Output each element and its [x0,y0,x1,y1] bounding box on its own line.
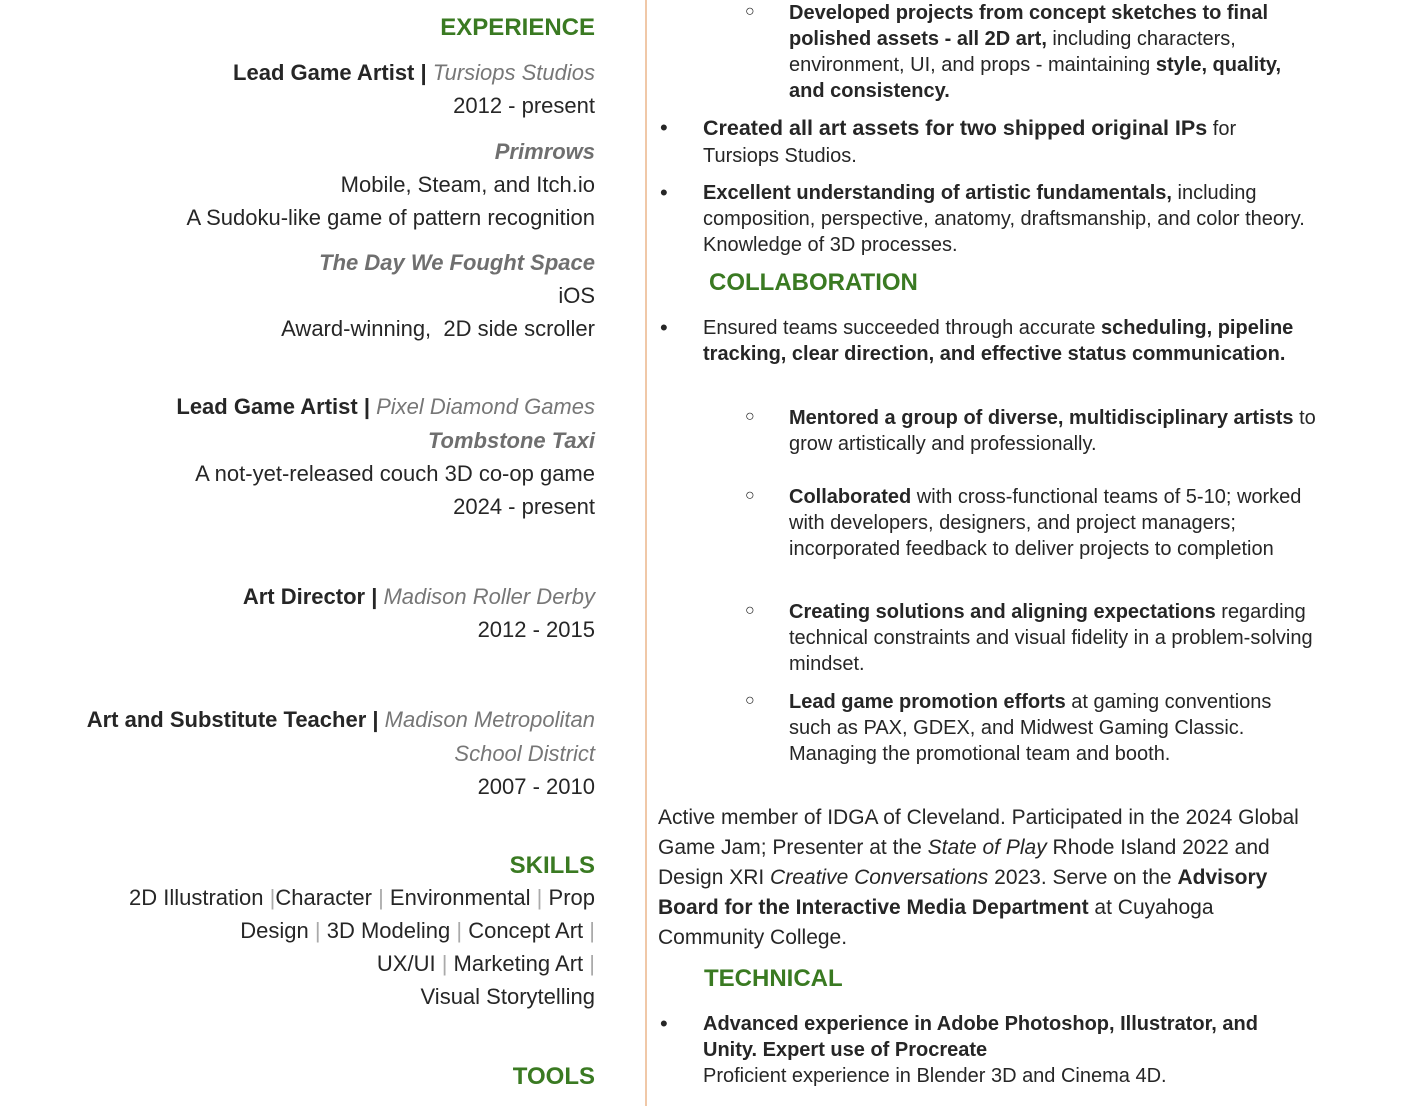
project-description: Award-winning, 2D side scroller [281,316,595,341]
text: at Cuyahoga Community College. [658,896,1214,949]
skill-item: Environmental [389,885,531,910]
skill-separator: | [378,885,384,910]
text: at gaming conventions such as PAX, GDEX, and Midwest Gaming Classic. Managing the promotional team and booth. [789,691,1272,765]
skills-line [129,885,595,911]
list-item [703,115,1317,169]
project-title: The Day We Fought Space [319,250,595,275]
text: 2023. Serve on the [988,866,1178,889]
list-item [789,0,1319,104]
job-title-line [176,394,595,420]
event-name: Creative Conversations [770,866,989,889]
event-name: State of Play [927,836,1047,859]
list-item [703,180,1317,258]
text: to grow artistically and professionally. [789,407,1316,455]
emphasis: Created all art assets for two shipped original IPs [703,116,1208,140]
job-company: Madison Roller Derby [383,584,595,609]
text: Rhode Island 2022 and Design XRI [658,836,1270,889]
emphasis: Advisory Board for the Interactive Media Department [658,866,1268,919]
emphasis: Advanced experience in Adobe Photoshop, Illustrator, and Unity. Expert use of Procreate [703,1013,1258,1061]
text: Ensured teams succeeded through accurate [703,317,1102,339]
list-item [703,1011,1317,1089]
skill-separator: | [269,885,276,910]
skills-heading: SKILLS [509,852,595,879]
job-company: Pixel Diamond Games [376,394,595,419]
job-role: Art Director [242,584,366,609]
skill-separator: | [456,918,463,943]
skill-separator: | [589,918,595,943]
emphasis: Lead game promotion efforts [789,691,1066,713]
technical-heading: TECHNICAL [704,965,843,992]
job-role: Lead Game Artist [176,394,358,419]
skill-separator: | [441,951,448,976]
text: Proficient experience in Blender 3D and Cinema 4D. [703,1065,1167,1087]
emphasis: Developed projects from concept sketches to final polished assets - all 2D art, [789,2,1269,50]
job-dates: 2007 - 2010 [477,774,595,799]
emphasis: style, quality, and consistency. [789,54,1282,102]
skill-item-design: Design [240,918,309,943]
job-role: Lead Game Artist [233,60,415,85]
skill-item: Concept Art [468,918,584,943]
emphasis: Excellent understanding of artistic fundamentals, [703,182,1172,204]
list-item [703,315,1317,367]
job-title-line [243,584,595,610]
project-title: Primrows [494,139,595,164]
skill-separator: | [314,918,321,943]
project-title: Tombstone Taxi [427,428,595,453]
text: regarding technical constraints and visual fidelity in a problem-solving mindset. [789,601,1313,675]
skill-item: Character [275,885,372,910]
list-item [789,484,1319,562]
project-platform: Mobile, Steam, and Itch.io [340,172,595,197]
job-title-line [233,60,595,86]
list-item [789,599,1319,677]
project-platform: iOS [558,283,595,308]
community-paragraph [658,803,1318,953]
skill-item: Visual Storytelling [420,984,595,1009]
tools-heading: TOOLS [512,1063,595,1090]
list-item [789,405,1319,457]
skill-separator: | [536,885,543,910]
text: Active member of IDGA of Cleveland. Participated in the 2024 Global Game Jam; Presenter at the [658,806,1299,859]
job-company-continued: School District [454,741,595,766]
job-separator: | [414,60,433,85]
emphasis: Mentored a group of diverse, multidisciplinary artists [789,407,1294,429]
skill-item: 2D Illustration [128,885,264,910]
skills-line [377,951,595,977]
project-description: A Sudoku-like game of pattern recognition [186,205,595,230]
emphasis: scheduling, pipeline tracking, clear direction, and effective status communication. [703,317,1294,365]
job-separator: | [357,394,377,419]
job-separator: | [366,707,385,732]
job-role: Art and Substitute Teacher [86,707,367,732]
text: for Tursiops Studios. [703,118,1237,167]
text: with cross-functional teams of 5-10; worked with developers, designers, and project managers; incorporated feedback to deliver projects to completion [789,486,1302,560]
project-description: A not-yet-released couch 3D co-op game [195,461,595,486]
job-company: Madison Metropolitan [384,707,595,732]
emphasis: Creating solutions and aligning expectations [789,601,1216,623]
job-dates: 2012 - 2015 [477,617,595,642]
list-item [789,689,1319,767]
job-separator: | [365,584,384,609]
skill-item: 3D Modeling [326,918,451,943]
job-dates: 2012 - present [453,93,595,118]
job-title-line [87,707,595,733]
column-divider [645,0,647,1106]
collaboration-heading: COLLABORATION [709,269,918,296]
skills-line [240,918,595,944]
text: including characters, environment, UI, and props - maintaining [789,28,1236,76]
skill-item: UX/UI [376,951,436,976]
emphasis: Collaborated [789,486,912,508]
skill-separator: | [589,951,595,976]
job-company: Tursiops Studios [432,60,595,85]
skill-item-prop: Prop [548,885,595,910]
skill-item: Marketing Art [453,951,584,976]
job-dates: 2024 - present [453,494,595,519]
text: including composition, perspective, anatomy, draftsmanship, and color theory. Knowledge of 3D processes. [703,182,1305,256]
experience-heading: EXPERIENCE [440,14,595,41]
